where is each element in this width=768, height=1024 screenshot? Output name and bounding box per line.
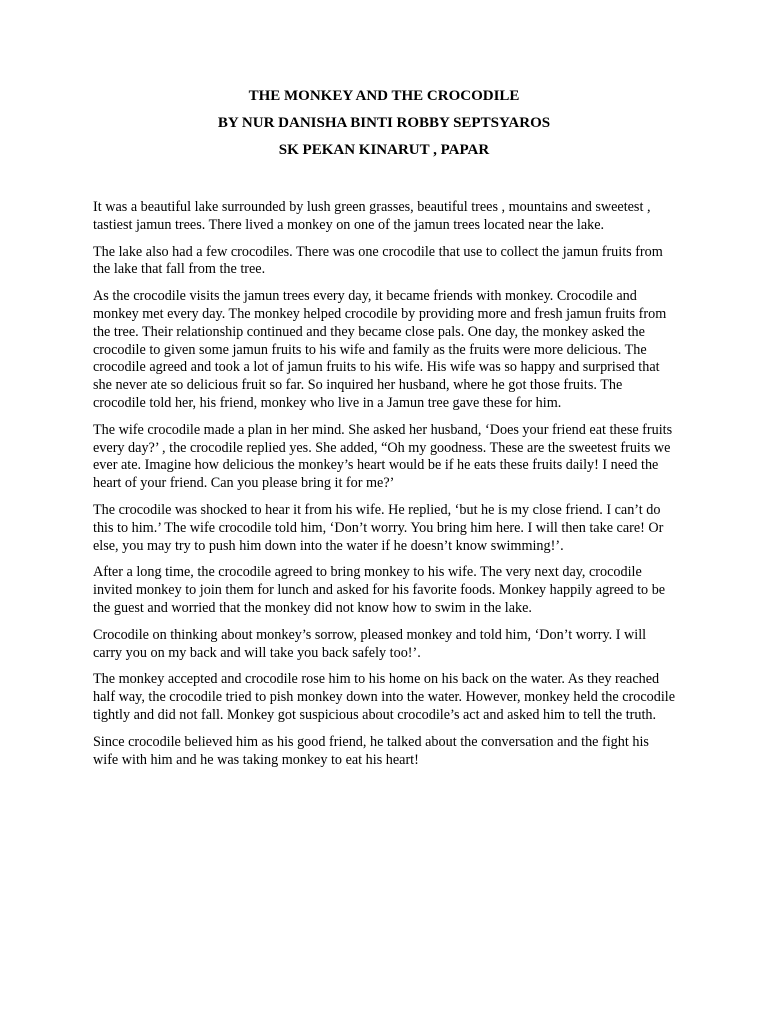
- document-school: SK PEKAN KINARUT , PAPAR: [278, 142, 490, 158]
- document-author: BY NUR DANISHA BINTI ROBBY SEPTSYAROS: [217, 115, 551, 131]
- document-title: THE MONKEY AND THE CROCODILE: [248, 88, 520, 104]
- story-body: [93, 199, 676, 778]
- document-header: [0, 88, 768, 169]
- story-paragraph: Crocodile on thinking about monkey’s sorrow, pleased monkey and told him, ‘Don’t worry. I will carry you on my back and will take you back safely too!’.: [93, 626, 647, 661]
- story-paragraph: The monkey accepted and crocodile rose him to his home on his back on the water. As they reached half way, the crocodile tried to pish monkey down into the water. However, monkey held the crocodile tightly and did not fall. Monkey got suspicious about crocodile’s act and asked him to tell the truth.: [93, 671, 675, 723]
- story-paragraph: It was a beautiful lake surrounded by lush green grasses, beautiful trees , mountains and sweetest , tastiest jamun trees. There lived a monkey on one of the jamun trees located near the lake.: [93, 199, 651, 233]
- story-paragraph: As the crocodile visits the jamun trees every day, it became friends with monkey. Crocodile and monkey met every day. The monkey helped crocodile by providing more and fresh jamun fruits from the tree. Their relationship continued and they became close pals. One day, the monkey asked the crocodile to given some jamun fruits to his wife and family as the fruits were more delicious. The crocodile agreed and took a lot of jamun fruits to his wife. His wife was so happy and surprised that she never ate so delicious fruit so far. So inquired her husband, where he got those fruits. The crocodile told her, his friend, monkey who live in a Jamun tree gave these for him.: [93, 288, 667, 411]
- story-paragraph: Since crocodile believed him as his good friend, he talked about the conversation and the fight his wife with him and he was taking monkey to eat his heart!: [93, 733, 649, 768]
- story-paragraph: The crocodile was shocked to hear it from his wife. He replied, ‘but he is my close friend. I can’t do this to him.’ The wife crocodile told him, ‘Don’t worry. You bring him here. I will then take care! Or else, you may try to push him down into the water if he doesn’t know swimming!’.: [93, 501, 664, 554]
- story-paragraph: After a long time, the crocodile agreed to bring monkey to his wife. The very next day, crocodile invited monkey to join them for lunch and asked for his favorite foods. Monkey happily agreed to be the guest and worried that the monkey did not know how to swim in the lake.: [93, 564, 666, 616]
- story-paragraph: The wife crocodile made a plan in her mind. She asked her husband, ‘Does your friend eat these fruits every day?’ , the crocodile replied yes. She added, “Oh my goodness. These are the sweetest fruits we ever ate. Imagine how delicious the monkey’s heart would be if he eats these fruits daily! I need the heart of your friend. Can you please bring it for me?’: [93, 421, 673, 492]
- story-paragraph: The lake also had a few crocodiles. There was one crocodile that use to collect the jamun fruits from the lake that fall from the tree.: [93, 243, 663, 278]
